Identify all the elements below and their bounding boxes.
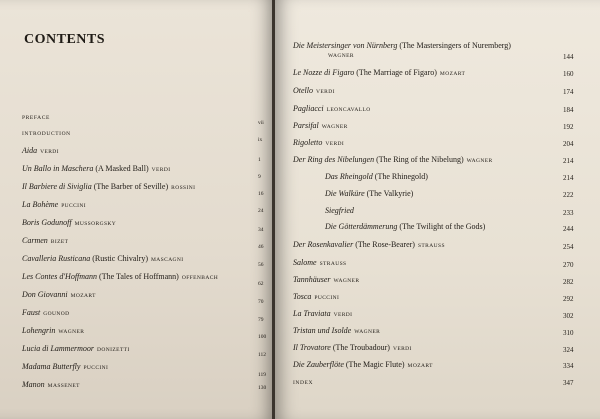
- toc-entry: [22, 146, 274, 158]
- toc-entry-title: Die Meistersinger von Nürnberg: [293, 41, 398, 50]
- toc-entry-title: Parsifal: [293, 121, 319, 130]
- toc-entry-composer: VERDI: [151, 167, 171, 173]
- toc-entry-composer: VERDI: [316, 89, 335, 95]
- toc-entry: [325, 222, 600, 234]
- toc-page-number: 204: [563, 140, 574, 148]
- toc-page-number: 119: [258, 372, 267, 378]
- toc-entry-title: PREFACE: [22, 115, 50, 121]
- toc-entry-title: Carmen: [22, 236, 48, 245]
- toc-entry: [325, 206, 600, 218]
- toc-entry-title: Faust: [22, 308, 41, 317]
- toc-entry: [22, 254, 274, 266]
- toc-entry-composer: LEONCAVALLO: [326, 107, 371, 113]
- toc-entry-title: La Bohème: [22, 200, 59, 209]
- toc-page-number: 24: [258, 208, 264, 214]
- toc-entry: [293, 155, 600, 167]
- toc-entry-composer: PUCCINI: [61, 203, 87, 209]
- toc-entry-composer: STRAUSS: [319, 261, 347, 267]
- toc-entry: [22, 218, 274, 230]
- toc-entry: [293, 104, 600, 116]
- toc-entry-composer: WAGNER: [328, 53, 354, 59]
- toc-page-number: 192: [563, 123, 574, 131]
- toc-entry-composer: VERDI: [392, 346, 412, 352]
- toc-entry: [22, 200, 274, 212]
- toc-entry-title: Rigoletto: [293, 138, 323, 147]
- toc-entry-composer: PUCCINI: [314, 295, 340, 301]
- toc-entry-translation: (Rustic Chivalry): [92, 254, 148, 263]
- toc-entry-title: Die Götterdämmerung: [325, 222, 398, 231]
- toc-entry-title: Lohengrin: [22, 326, 56, 335]
- toc-page-number: ix: [258, 137, 263, 143]
- right-page: [275, 0, 600, 419]
- toc-entry-translation: (The Marriage of Figaro): [356, 68, 437, 77]
- toc-entry-title: Le Nozze di Figaro: [293, 68, 355, 77]
- toc-entry: [293, 138, 600, 150]
- toc-entry-translation: (The Rhinegold): [374, 172, 428, 181]
- toc-entry: [22, 236, 274, 248]
- toc-entry-title: Don Giovanni: [22, 290, 68, 299]
- toc-page-number: 112: [258, 352, 267, 358]
- toc-entry: [22, 308, 274, 320]
- toc-entry: [293, 275, 600, 287]
- toc-entry-composer: WAGNER: [321, 124, 348, 130]
- toc-page-number: 130: [258, 385, 267, 391]
- toc-entry: [293, 360, 600, 372]
- toc-page-number: 302: [563, 312, 574, 320]
- toc-page-number: 292: [563, 295, 574, 303]
- toc-entry-composer: VERDI: [333, 312, 353, 318]
- toc-page-number: 334: [563, 362, 574, 370]
- toc-page-number: 79: [258, 317, 264, 323]
- toc-entry-composer: ROSSINI: [171, 185, 196, 191]
- toc-entry-title: INTRODUCTION: [22, 131, 71, 137]
- toc-entry-title: Aida: [22, 146, 38, 155]
- toc-section-entry: [293, 377, 600, 389]
- toc-page-number: 9: [258, 174, 261, 180]
- toc-page-number: vii: [258, 120, 264, 126]
- toc-entry-composer: MASSENET: [47, 383, 80, 389]
- toc-entry-title: Pagliacci: [293, 104, 324, 113]
- toc-entry-title: Die Zauberflöte: [293, 360, 344, 369]
- toc-page-number: 16: [258, 191, 264, 197]
- toc-entry: [293, 41, 600, 63]
- toc-entry-translation: (The Tales of Hoffmann): [99, 272, 179, 281]
- toc-entry-translation: (The Valkyrie): [366, 189, 414, 198]
- toc-entry-translation: (The Mastersingers of Nuremberg): [399, 41, 511, 50]
- toc-entry-composer: WAGNER: [333, 278, 360, 284]
- toc-entry-composer: BIZET: [50, 239, 69, 245]
- toc-page-number: 324: [563, 346, 574, 354]
- toc-entry-title: Il Barbiere di Siviglia: [22, 182, 92, 191]
- toc-entry: [293, 343, 600, 355]
- toc-entry-title: Die Walküre: [325, 189, 365, 198]
- left-page: [0, 0, 274, 419]
- toc-page-number: 56: [258, 262, 264, 268]
- toc-entry-composer: DONIZETTI: [97, 347, 130, 353]
- toc-entry: [22, 290, 274, 302]
- toc-section-entry: [22, 112, 274, 124]
- toc-page-number: 244: [563, 225, 574, 233]
- toc-page-number: 222: [563, 191, 574, 199]
- toc-entry-title: INDEX: [293, 380, 314, 386]
- toc-entry-translation: (The Troubadour): [332, 343, 390, 352]
- toc-entry-translation: (A Masked Ball): [95, 164, 149, 173]
- toc-entry-title: Lucia di Lammermoor: [22, 344, 95, 353]
- toc-entry-translation: (The Twilight of the Gods): [399, 222, 486, 231]
- toc-entry-title: Das Rheingold: [325, 172, 373, 181]
- toc-entry-composer: OFFENBACH: [181, 275, 219, 281]
- toc-entry-title: Un Ballo in Maschera: [22, 164, 94, 173]
- toc-entry-composer: GOUNOD: [43, 311, 70, 317]
- toc-entry-composer: MOZART: [407, 363, 433, 369]
- toc-entry-title: Les Contes d'Hoffmann: [22, 272, 98, 281]
- toc-entry: [325, 172, 600, 184]
- toc-entry: [293, 258, 600, 270]
- toc-entry-title: Tannhäuser: [293, 275, 331, 284]
- toc-entry-title: La Traviata: [293, 309, 331, 318]
- toc-entry-composer: PUCCINI: [83, 365, 109, 371]
- toc-entry-translation: (The Ring of the Nibelung): [376, 155, 464, 164]
- toc-page-number: 144: [563, 53, 574, 61]
- toc-entry: [293, 68, 600, 80]
- toc-page-number: 233: [563, 209, 574, 217]
- toc-page-number: 70: [258, 299, 264, 305]
- toc-entry: [293, 326, 600, 338]
- toc-entry-composer: WAGNER: [354, 329, 381, 335]
- toc-entry: [22, 362, 274, 374]
- toc-entry-composer: MOZART: [439, 71, 466, 77]
- toc-page-number: 100: [258, 334, 267, 340]
- toc-entry-title: Der Rosenkavalier: [293, 240, 354, 249]
- toc-entry-composer: VERDI: [40, 149, 59, 155]
- toc-page-number: 62: [258, 281, 264, 287]
- toc-page-number: 347: [563, 379, 574, 387]
- toc-entry-composer: MOZART: [70, 293, 96, 299]
- toc-section-entry: [22, 128, 274, 140]
- toc-entry: [22, 182, 274, 194]
- toc-entry-title: Salome: [293, 258, 317, 267]
- toc-page-number: 310: [563, 329, 574, 337]
- toc-entry-title: Boris Godunoff: [22, 218, 72, 227]
- toc-page-number: 34: [258, 227, 264, 233]
- toc-entry: [22, 164, 274, 176]
- toc-entry-title: Tosca: [293, 292, 312, 301]
- toc-entry: [22, 344, 274, 356]
- toc-page-number: 254: [563, 243, 574, 251]
- toc-page-number: 282: [563, 278, 574, 286]
- toc-entry-composer: VERDI: [325, 141, 345, 147]
- toc-entry: [22, 326, 274, 338]
- toc-entry: [293, 240, 600, 252]
- toc-entry-composer: WAGNER: [466, 158, 493, 164]
- toc-entry: [293, 86, 600, 98]
- toc-entry-title: Cavalleria Rusticana: [22, 254, 91, 263]
- toc-page-number: 46: [258, 244, 264, 250]
- toc-entry-title: Il Trovatore: [293, 343, 331, 352]
- toc-entry-title: Tristan und Isolde: [293, 326, 352, 335]
- toc-page-number: 174: [563, 88, 574, 96]
- toc-entry: [293, 309, 600, 321]
- toc-entry-translation: (The Rose-Bearer): [355, 240, 415, 249]
- toc-entry: [293, 121, 600, 133]
- toc-entry-title: Der Ring des Nibelungen: [293, 155, 375, 164]
- toc-page-number: 184: [563, 106, 574, 114]
- toc-entry: [22, 272, 274, 284]
- toc-page-number: 270: [563, 261, 574, 269]
- toc-entry: [325, 189, 600, 201]
- toc-entry-composer: MASCAGNI: [151, 257, 184, 263]
- toc-entry-composer: WAGNER: [58, 329, 85, 335]
- toc-page-number: 214: [563, 157, 574, 165]
- toc-page-number: 1: [258, 157, 261, 163]
- contents-heading: CONTENTS: [24, 32, 106, 47]
- toc-entry-title: Manon: [22, 380, 45, 389]
- toc-entry-translation: (The Barber of Seville): [93, 182, 169, 191]
- toc-entry: [293, 292, 600, 304]
- toc-entry: [22, 380, 274, 392]
- toc-entry-translation: (The Magic Flute): [345, 360, 405, 369]
- toc-entry-composer: MUSSORGSKY: [74, 221, 117, 227]
- toc-page-number: 160: [563, 70, 574, 78]
- toc-entry-composer: STRAUSS: [417, 243, 445, 249]
- toc-entry-title: Siegfried: [325, 206, 354, 215]
- toc-page-number: 214: [563, 174, 574, 182]
- toc-entry-title: Madama Butterfly: [22, 362, 81, 371]
- toc-entry-title: Otello: [293, 86, 313, 95]
